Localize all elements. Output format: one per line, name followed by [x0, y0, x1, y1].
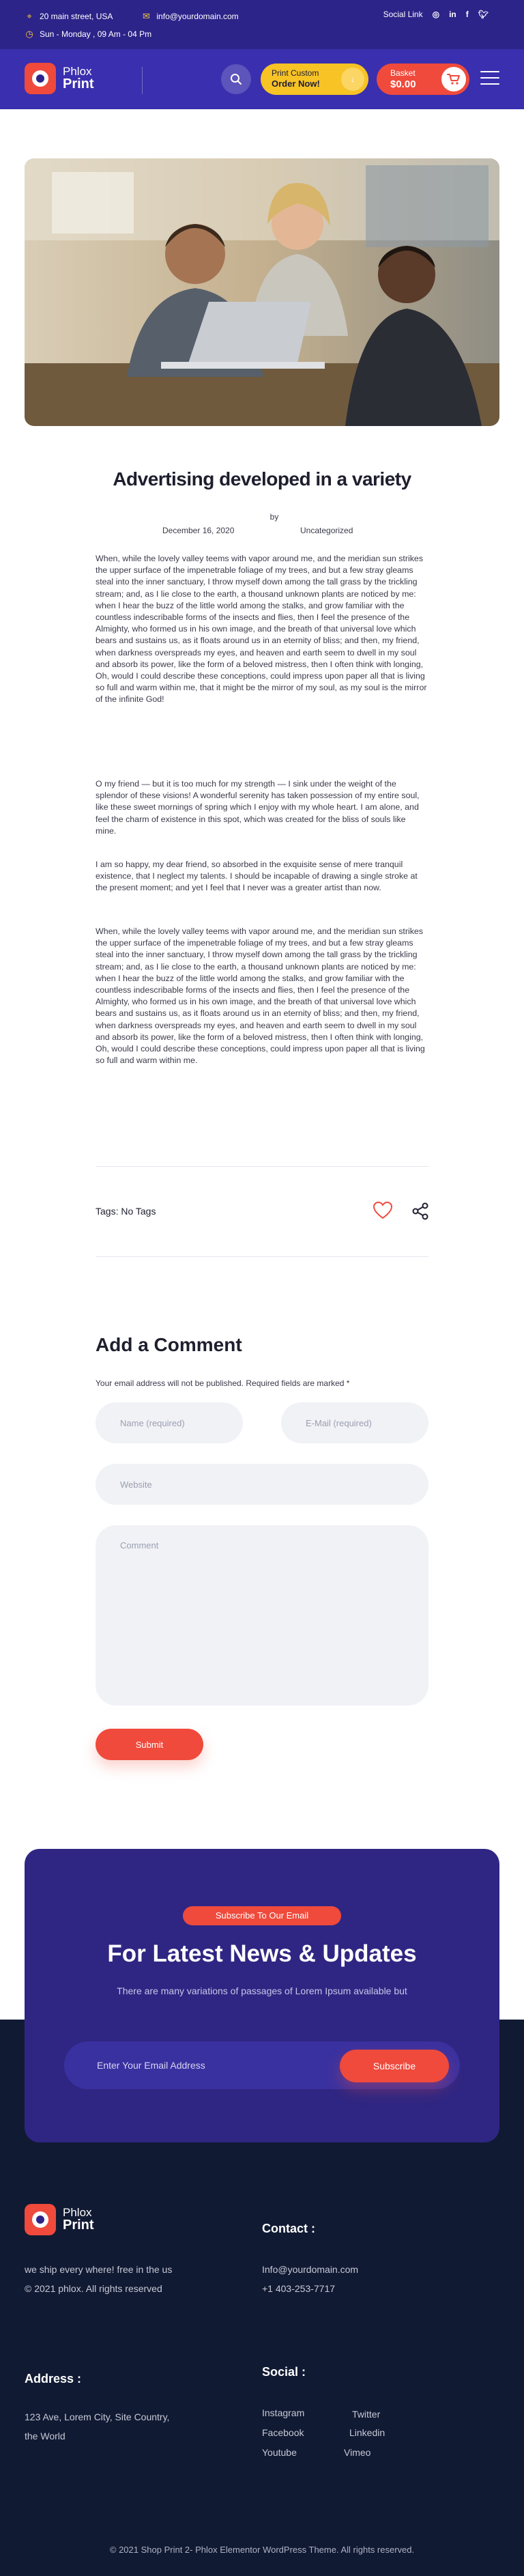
header-divider	[142, 67, 143, 94]
subscribe-button[interactable]: Subscribe	[340, 2050, 449, 2082]
post-author-label: by	[270, 512, 279, 522]
contact-heading: Contact :	[262, 2222, 315, 2235]
share-icon[interactable]	[411, 1202, 430, 1221]
newsletter-email-input[interactable]	[76, 2051, 336, 2080]
name-field[interactable]	[96, 1402, 243, 1443]
site-logo[interactable]	[25, 63, 94, 94]
post-paragraph-2: O my friend — but it is too much for my strength — I sink under the weight of the splendor of these visions! A wonderful serenity has taken possession of my entire soul, like these sweet mornings of spring which I enjoy with my whole heart. I am alone, and feel the charm of existence in this spot, which was created for the bliss of souls like mine.	[96, 779, 420, 836]
search-button[interactable]	[221, 64, 251, 94]
newsletter-subtitle: There are many variations of passages of Lorem Ipsum available but	[117, 1985, 407, 1996]
post-paragraph-4: When, while the lovely valley teems with vapor around me, and the meridian sun strikes the upper surface of the impenetrable foliage of my trees, and but a few stray gleams steal into the inner sanctuary, I throw myself down among the tall grass by the trickling stream; and, as I lie close to the earth, a thousand unknown plants are noticed by me: when I hear the buzz of the little world among the stalks, and grow familiar with the countless indescribable forms of the insects and flies, then I feel the presence of the Almighty, who formed us in his own image, and the breath of that universal love which bears and sustains us, as it floats around us in an eternity of bliss; and then, my friend, when darkness overspreads my eyes, and heaven and earth seem to dwell in my soul and absorb its power, like the form of a beloved mistress, then I often think with longing, Oh, would I could describe these conceptions, could impress upon paper all that is living so full and warm within me.	[96, 926, 425, 1066]
heart-icon[interactable]	[373, 1201, 393, 1220]
footer-tagline: we ship every where! free in the us	[25, 2264, 173, 2275]
footer-logo-line1: Phlox	[63, 2205, 92, 2219]
search-icon	[230, 73, 242, 85]
newsletter-badge: Subscribe To Our Email	[183, 1906, 341, 1925]
social-link-instagram[interactable]: Instagram	[262, 2407, 305, 2418]
social-link-facebook[interactable]: Facebook	[262, 2427, 304, 2438]
comment-textarea[interactable]	[96, 1525, 428, 1705]
logo-line2: Print	[63, 76, 94, 92]
post-tags: Tags: No Tags	[96, 1206, 156, 1217]
linkedin-icon[interactable]: in	[449, 10, 456, 19]
address-heading: Address :	[25, 2372, 82, 2386]
order-line1: Print Custom	[272, 68, 319, 78]
email-field[interactable]	[281, 1402, 428, 1443]
post-paragraph-1: When, while the lovely valley teems with vapor around me, and the meridian sun strikes the upper surface of the impenetrable foliage of my trees, and but a few stray gleams steal into the inner sanctuary, I throw myself down among the tall grass by the trickling stream; and, as I lie close to the earth, a thousand unknown plants are noticed by me: when I hear the buzz of the little world among the stalks, and grow familiar with the countless indescribable forms of the insects and flies, then I feel the presence of the Almighty, who formed us in his own image, and the breath of that universal love which bears and sustains us, as it floats around us in an eternity of bliss; and then, my friend, when darkness overspreads my eyes, and heaven and earth seem to dwell in my soul and absorb its power, like the form of a beloved mistress, then I often think with longing, Oh, would I could describe these conceptions, could impress upon paper all that is living so full and warm within me, that it might be the mirror of my soul, as my soul is the mirror of the infinite God!	[96, 554, 427, 705]
newsletter-title: For Latest News & Updates	[107, 1940, 417, 1967]
footer-logo-line2: Print	[63, 2218, 94, 2233]
facebook-icon[interactable]: f	[465, 10, 469, 19]
logo-mark-icon	[25, 63, 56, 94]
order-line2: Order Now!	[272, 79, 320, 89]
mail-icon: ✉	[142, 11, 150, 21]
logo-mark-icon	[25, 2204, 56, 2235]
website-field[interactable]	[96, 1464, 428, 1505]
topbar-hours-row	[25, 29, 151, 40]
newsletter-section	[25, 1849, 499, 2142]
post-date[interactable]: December 16, 2020	[162, 526, 235, 535]
comment-heading: Add a Comment	[96, 1334, 242, 1355]
post-title: Advertising developed in a variety	[113, 468, 411, 490]
site-header	[0, 49, 524, 109]
topbar-contact-row	[25, 11, 239, 22]
divider	[96, 1166, 428, 1167]
social-heading: Social :	[262, 2365, 306, 2379]
location-pin-icon: ⌖	[27, 11, 32, 21]
post-category[interactable]: Uncategorized	[300, 526, 353, 535]
contact-email-link[interactable]: Info@yourdomain.com	[262, 2264, 359, 2275]
social-link-linkedin[interactable]: Linkedin	[349, 2427, 385, 2438]
contact-phone-link[interactable]: +1 403-253-7717	[262, 2283, 336, 2294]
instagram-icon[interactable]: ◎	[432, 10, 440, 19]
social-link-vimeo[interactable]: Vimeo	[344, 2447, 371, 2458]
topbar-hours: Sun - Monday , 09 Am - 04 Pm	[40, 29, 152, 39]
cart-icon	[441, 67, 466, 91]
logo-line1: Phlox	[63, 64, 92, 78]
footer-bottom-copyright: © 2021 Shop Print 2- Phlox Elementor WordPress Theme. All rights reserved.	[109, 2545, 415, 2555]
top-bar	[0, 0, 524, 49]
footer-copyright-small: © 2021 phlox. All rights reserved	[25, 2283, 162, 2294]
submit-button[interactable]: Submit	[96, 1729, 203, 1760]
clock-icon: ◷	[25, 29, 33, 39]
address-line1: 123 Ave, Lorem City, Site Country,	[25, 2411, 170, 2422]
post-featured-image	[25, 158, 499, 426]
topbar-social	[383, 10, 489, 19]
post-paragraph-3: I am so happy, my dear friend, so absorbed in the exquisite sense of mere tranquil existence, that I neglect my talents. I should be incapable of drawing a single stroke at the present moment; and yet I feel that I never was a greater artist than now.	[96, 860, 418, 893]
social-link-label: Social Link	[383, 10, 423, 19]
twitter-icon[interactable]: 🐦︎	[478, 10, 489, 19]
arrow-down-icon: ↓	[341, 68, 364, 91]
basket-total: $0.00	[390, 79, 416, 90]
topbar-email-link[interactable]: info@yourdomain.com	[156, 12, 239, 21]
topbar-address: 20 main street, USA	[40, 12, 113, 21]
comment-note: Your email address will not be published. Required fields are marked *	[96, 1378, 350, 1388]
basket-label: Basket	[390, 68, 416, 78]
basket-button[interactable]	[377, 63, 469, 95]
newsletter-form	[64, 2041, 460, 2089]
order-now-button[interactable]	[261, 63, 368, 95]
divider	[96, 1256, 428, 1257]
footer-logo[interactable]	[25, 2204, 94, 2235]
address-line2: the World	[25, 2431, 66, 2441]
social-link-twitter[interactable]: Twitter	[352, 2409, 381, 2420]
social-link-youtube[interactable]: Youtube	[262, 2447, 297, 2458]
menu-hamburger-icon[interactable]	[480, 71, 499, 87]
